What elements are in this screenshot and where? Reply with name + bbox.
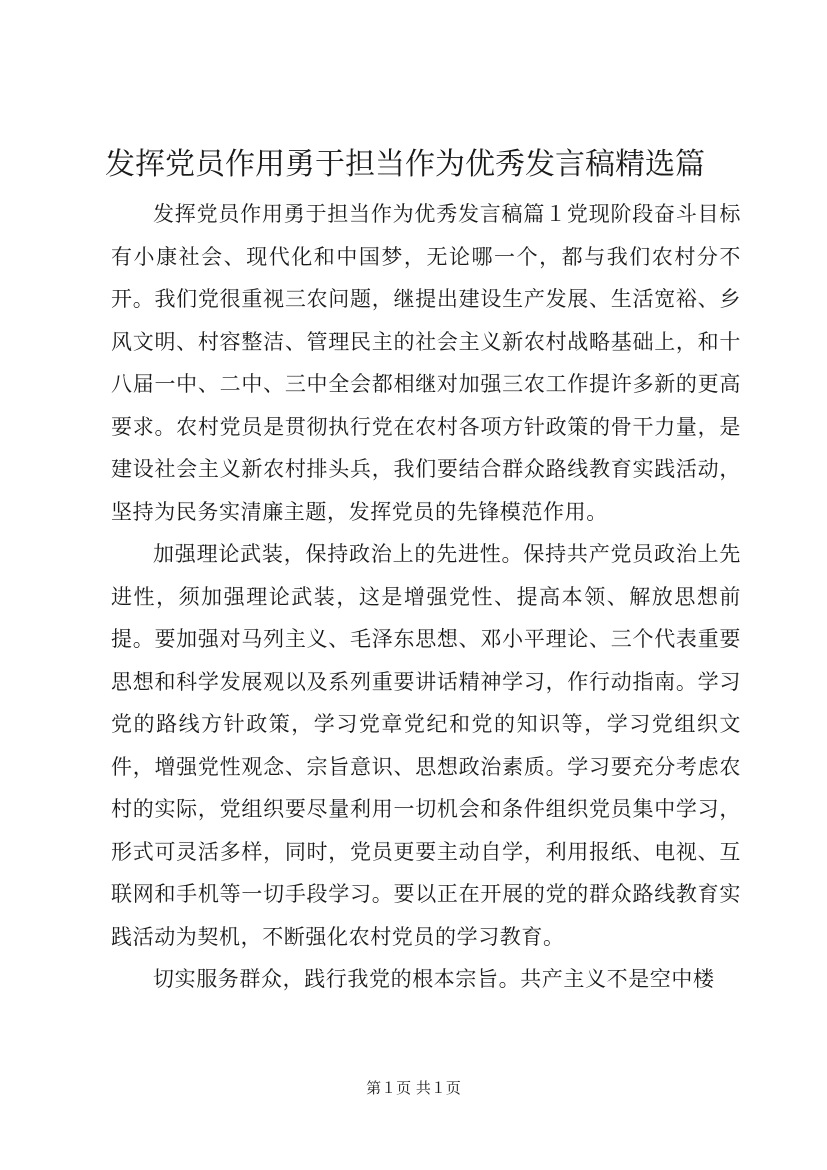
document-body [111, 193, 741, 1001]
paragraph-3: 切实服务群众，践行我党的根本宗旨。共产主义不是空中楼 [153, 967, 715, 991]
page-footer: 第１页 共１页 [366, 1079, 461, 1097]
document-title: 发挥党员作用勇于担当作为优秀发言稿精选篇 [105, 147, 705, 182]
paragraph-1: 发挥党员作用勇于担当作为优秀发言稿篇１党现阶段奋斗目标有小康社会、现代化和中国梦，无论哪一个，都与我们农村分不开。我们党很重视三农问题，继提出建设生产发展、生活宽裕、乡风文明、村容整洁、管理民主的社会主义新农村战略基础上，和十八届一中、二中、三中全会都相继对加强三农工作提许多新的更高要求。农村党员是贯彻执行党在农村各项方针政策的骨干力量，是建设社会主义新农村排头兵，我们要结合群众路线教育实践活动，坚持为民务实清廉主题，发挥党员的先锋模范作用。 [111, 202, 741, 524]
paragraph-2: 加强理论武装，保持政治上的先进性。保持共产党员政治上先进性，须加强理论武装，这是增强党性、提高本领、解放思想前提。要加强对马列主义、毛泽东思想、邓小平理论、三个代表重要思想和科学发展观以及系列重要讲话精神学习，作行动指南。学习党的路线方针政策，学习党章党纪和党的知识等，学习党组织文件，增强党性观念、宗旨意识、思想政治素质。学习要充分考虑农村的实际，党组织要尽量利用一切机会和条件组织党员集中学习，形式可灵活多样，同时，党员更要主动自学，利用报纸、电视、互联网和手机等一切手段学习。要以正在开展的党的群众路线教育实践活动为契机，不断强化农村党员的学习教育。 [111, 542, 741, 949]
